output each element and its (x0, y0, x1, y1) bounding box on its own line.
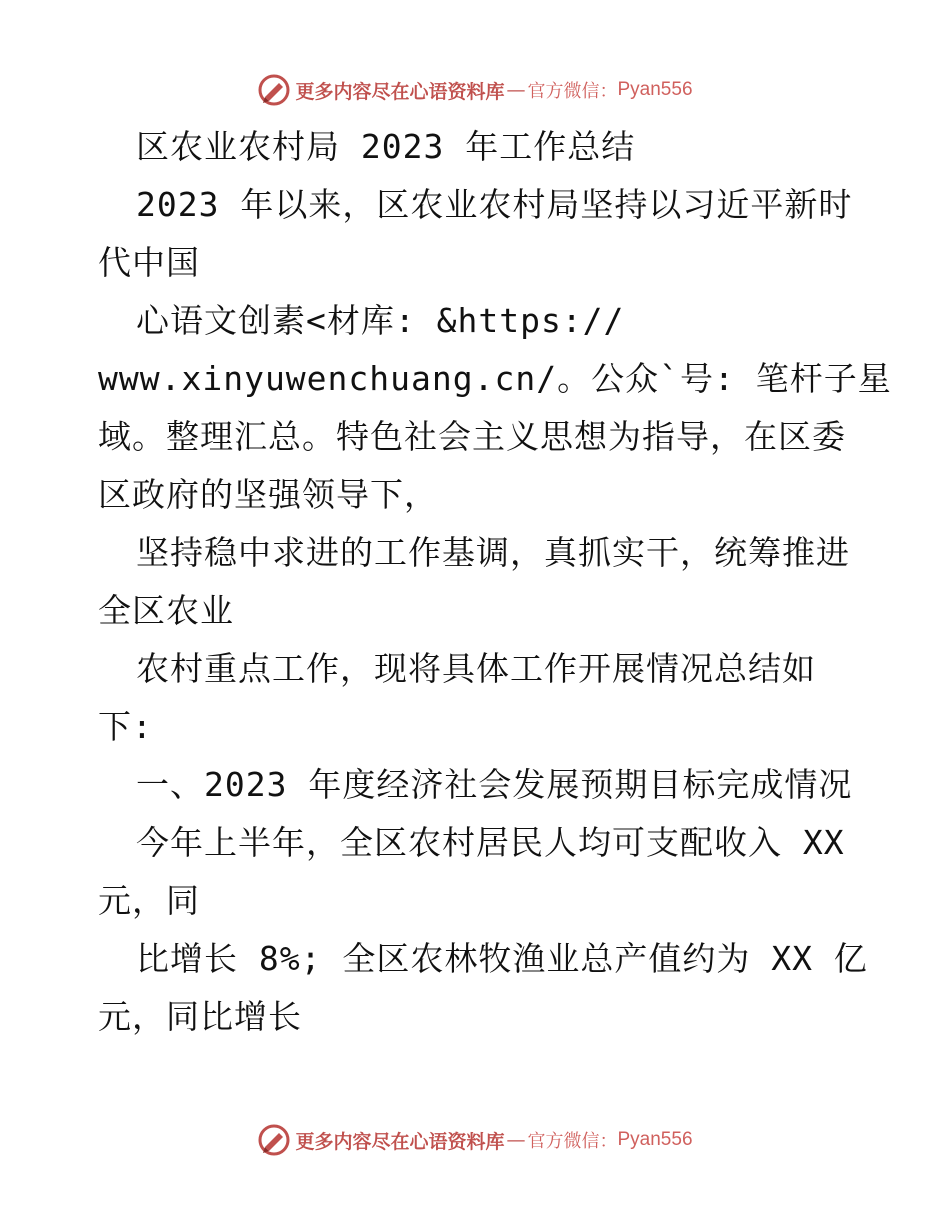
doc-line: www.xinyuwenchuang.cn/。公众`号: 笔杆子星 (98, 359, 892, 398)
footer-banner (0, 1120, 950, 1160)
banner-wechat-id: Pyan556 (617, 79, 693, 100)
banner-wechat-id: Pyan556 (617, 1129, 693, 1150)
doc-line: 代中国 (98, 243, 200, 282)
doc-line: 心语文创素<材库: &https:// (136, 301, 625, 340)
doc-line: 元，同比增长 (98, 997, 302, 1036)
doc-line: 元，同 (98, 881, 200, 920)
pen-logo-icon (257, 1123, 291, 1157)
doc-line: 今年上半年，全区农村居民人均可支配收入 XX (136, 823, 845, 862)
banner-official-label: 官方微信： (527, 1131, 618, 1152)
doc-line: 2023 年以来，区农业农村局坚持以习近平新时 (136, 185, 853, 224)
banner-dash: — (506, 1129, 526, 1151)
doc-title: 区农业农村局 2023 年工作总结 (136, 127, 636, 166)
doc-line: 下: (98, 707, 153, 746)
banner-brand-text: 更多内容尽在心语资料库 (295, 80, 505, 103)
doc-line: 农村重点工作，现将具体工作开展情况总结如 (136, 649, 816, 688)
doc-line: 全区农业 (98, 591, 234, 630)
banner-brand-text: 更多内容尽在心语资料库 (295, 1130, 505, 1153)
document-body (98, 118, 898, 1046)
doc-line: 区政府的坚强领导下， (98, 475, 438, 514)
doc-section-heading: 一、2023 年度经济社会发展预期目标完成情况 (136, 765, 853, 804)
banner-official-label: 官方微信： (527, 81, 618, 102)
banner-dash: — (506, 79, 526, 101)
doc-line: 坚持稳中求进的工作基调，真抓实干，统筹推进 (136, 533, 850, 572)
header-banner (0, 70, 950, 110)
doc-line: 域。整理汇总。特色社会主义思想为指导，在区委 (98, 417, 846, 456)
pen-logo-icon (257, 73, 291, 107)
doc-line: 比增长 8%; 全区农林牧渔业总产值约为 XX 亿 (136, 939, 868, 978)
